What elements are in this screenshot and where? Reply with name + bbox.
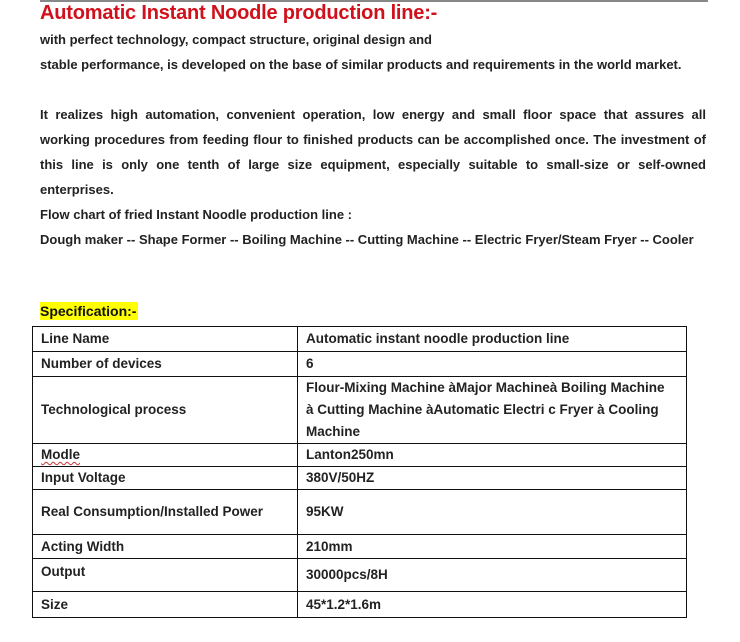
- specification-table: [32, 326, 687, 618]
- spec-key: Technological process: [33, 377, 298, 444]
- spec-key: Output: [33, 559, 298, 592]
- table-row: [33, 444, 687, 467]
- spec-value: 95KW: [298, 490, 687, 535]
- flow-chart-steps: Dough maker -- Shape Former -- Boiling Machine -- Cutting Machine -- Electric Fryer/Steam Fryer -- Cooler: [40, 232, 694, 247]
- flow-chart-heading: Flow chart of fried Instant Noodle production line :: [40, 207, 352, 222]
- spec-value: Flour-Mixing Machine àMajor Machineà Boiling Machine à Cutting Machine àAutomatic Electri c Fryer à Cooling Machine: [298, 377, 687, 444]
- spec-key: Real Consumption/Installed Power: [33, 490, 298, 535]
- table-row: [33, 559, 687, 592]
- specification-heading: Specification:-: [40, 303, 137, 319]
- intro-line-2: stable performance, is developed on the base of similar products and requirements in the world market.: [40, 57, 682, 72]
- intro-paragraph-2: It realizes high automation, convenient operation, low energy and small floor space that assures all working procedures from feeding flour to finished products can be accomplished once. The investment of this line is only one tenth of large size equipment, especially suitable to small-size or self-owned enterprises.: [40, 107, 706, 197]
- table-row: [33, 352, 687, 377]
- table-row: [33, 592, 687, 618]
- spec-value: 45*1.2*1.6m: [298, 592, 687, 618]
- spec-key: Size: [33, 592, 298, 618]
- spec-value: 380V/50HZ: [298, 467, 687, 490]
- spec-key: Modle: [41, 447, 80, 462]
- table-row: [33, 467, 687, 490]
- table-row: [33, 490, 687, 535]
- table-row: [33, 377, 687, 444]
- spec-value: 6: [298, 352, 687, 377]
- spec-value: Lanton250mn: [298, 444, 687, 467]
- spec-key: Acting Width: [33, 535, 298, 559]
- table-row: [33, 535, 687, 559]
- intro-line-1: with perfect technology, compact structure, original design and: [40, 32, 432, 47]
- spec-key: Line Name: [33, 327, 298, 352]
- spec-value: Automatic instant noodle production line: [298, 327, 687, 352]
- spec-key: Number of devices: [33, 352, 298, 377]
- table-row: [33, 327, 687, 352]
- spec-value: 210mm: [298, 535, 687, 559]
- spec-value: 30000pcs/8H: [298, 559, 687, 592]
- page-title: Automatic Instant Noodle production line:-: [40, 2, 438, 24]
- spec-key: Input Voltage: [33, 467, 298, 490]
